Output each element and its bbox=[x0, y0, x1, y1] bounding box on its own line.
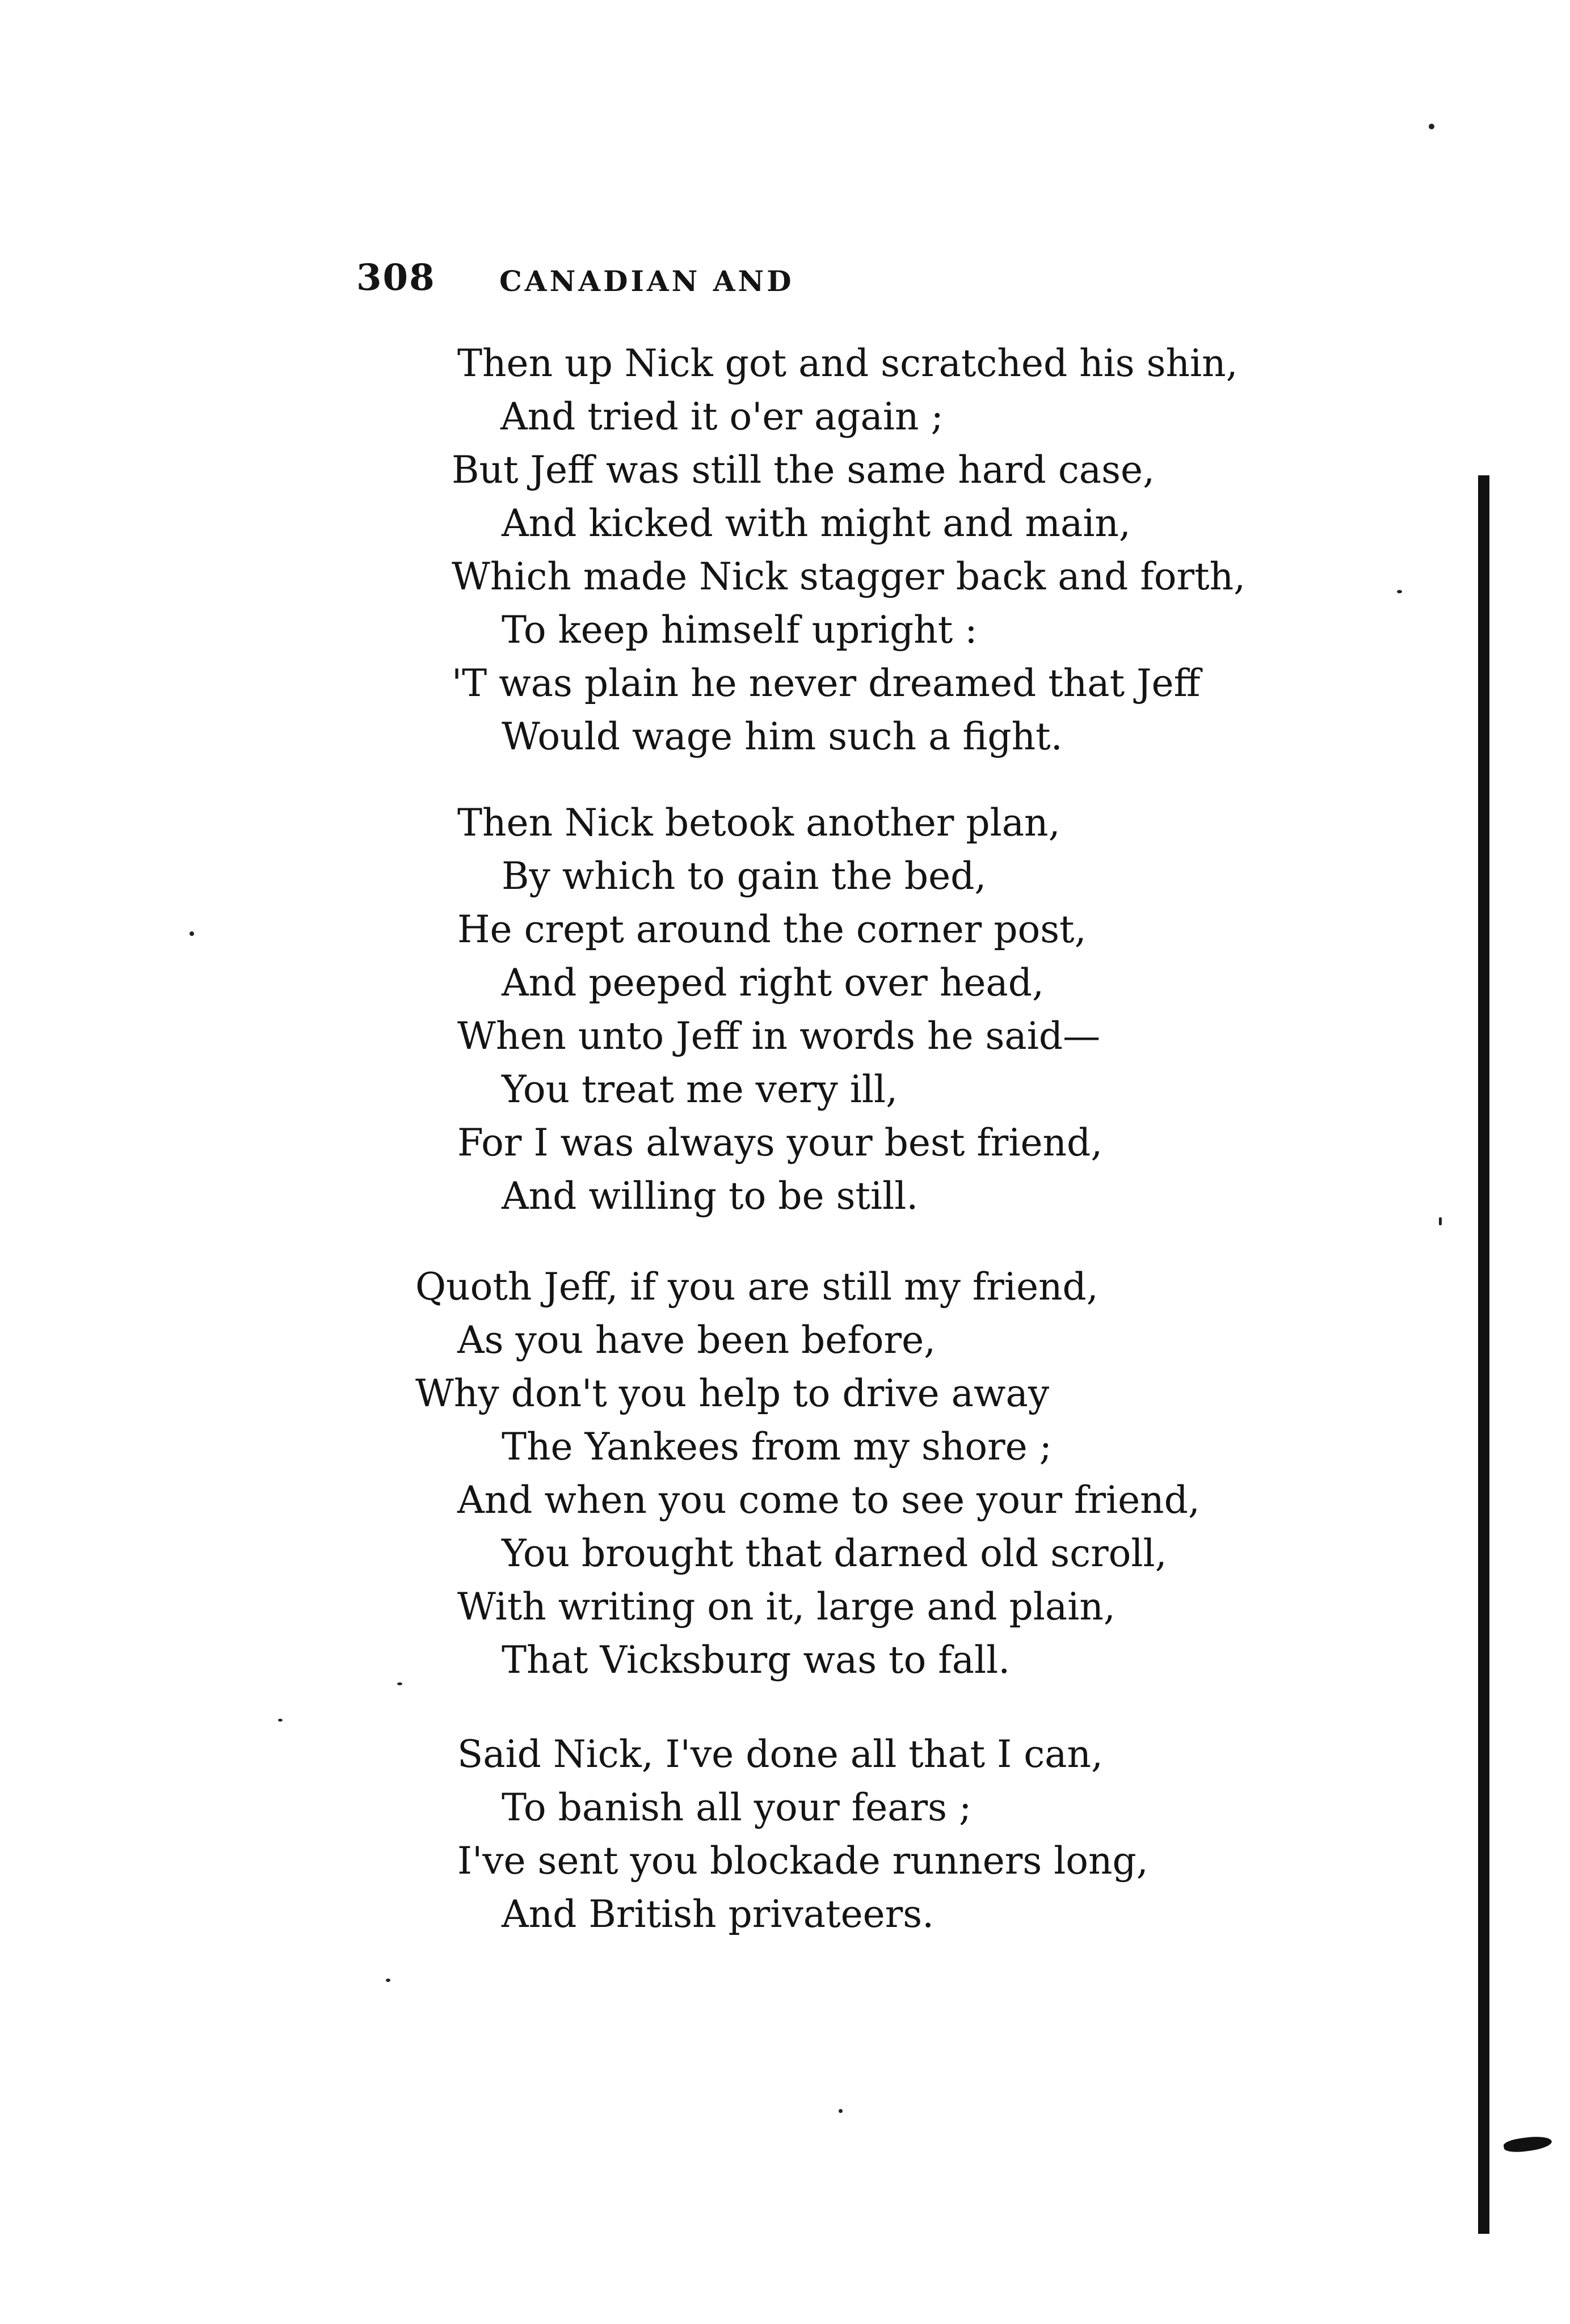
verse-line: To banish all your fears ; bbox=[502, 1786, 972, 1829]
speck bbox=[190, 931, 194, 936]
verse-line: And willing to be still. bbox=[502, 1174, 919, 1218]
verse-line: Then Nick betook another plan, bbox=[457, 801, 1060, 845]
verse-line: Would wage him such a fight. bbox=[502, 715, 1063, 758]
verse-line: To keep himself upright : bbox=[502, 608, 978, 652]
speck bbox=[1439, 1217, 1442, 1225]
ink-blot bbox=[1503, 2134, 1553, 2154]
verse-line: You brought that darned old scroll, bbox=[502, 1532, 1167, 1575]
verse-line: Why don't you help to drive away bbox=[415, 1372, 1050, 1415]
verse-line: 'T was plain he never dreamed that Jeff bbox=[452, 661, 1201, 705]
verse-line: And kicked with might and main, bbox=[502, 501, 1131, 545]
verse-line: And peeped right over head, bbox=[502, 961, 1044, 1005]
verse-line: Said Nick, I've done all that I can, bbox=[457, 1732, 1104, 1776]
verse-line: He crept around the corner post, bbox=[457, 908, 1087, 951]
verse-line: And tried it o'er again ; bbox=[500, 395, 944, 438]
verse-line: And British privateers. bbox=[502, 1892, 935, 1936]
verse-line: For I was always your best friend, bbox=[457, 1121, 1103, 1165]
verse-line: You treat me very ill, bbox=[502, 1068, 898, 1111]
verse-line: With writing on it, large and plain, bbox=[457, 1585, 1116, 1629]
verse-line: The Yankees from my shore ; bbox=[502, 1425, 1052, 1469]
verse-line: By which to gain the bed, bbox=[502, 854, 987, 898]
verse-line: Which made Nick stagger back and forth, bbox=[452, 555, 1246, 598]
verse-line: But Jeff was still the same hard case, bbox=[452, 448, 1155, 492]
verse-line: When unto Jeff in words he said— bbox=[457, 1014, 1101, 1058]
verse-line: Quoth Jeff, if you are still my friend, bbox=[415, 1265, 1098, 1309]
verse-line: I've sent you blockade runners long, bbox=[457, 1839, 1148, 1883]
running-head: CANADIAN AND bbox=[499, 264, 794, 298]
speck bbox=[278, 1719, 283, 1722]
speck bbox=[1397, 590, 1402, 593]
speck bbox=[839, 2109, 843, 2113]
verse-line: That Vicksburg was to fall. bbox=[502, 1638, 1011, 1682]
speck bbox=[386, 1979, 390, 1982]
speck bbox=[397, 1682, 402, 1685]
binding-edge-rule bbox=[1478, 475, 1489, 2234]
verse-line: Then up Nick got and scratched his shin, bbox=[457, 341, 1238, 385]
verse-line: As you have been before, bbox=[457, 1318, 936, 1362]
verse-line: And when you come to see your friend, bbox=[457, 1478, 1200, 1522]
speck bbox=[1429, 124, 1434, 129]
page-number: 308 bbox=[356, 256, 436, 299]
